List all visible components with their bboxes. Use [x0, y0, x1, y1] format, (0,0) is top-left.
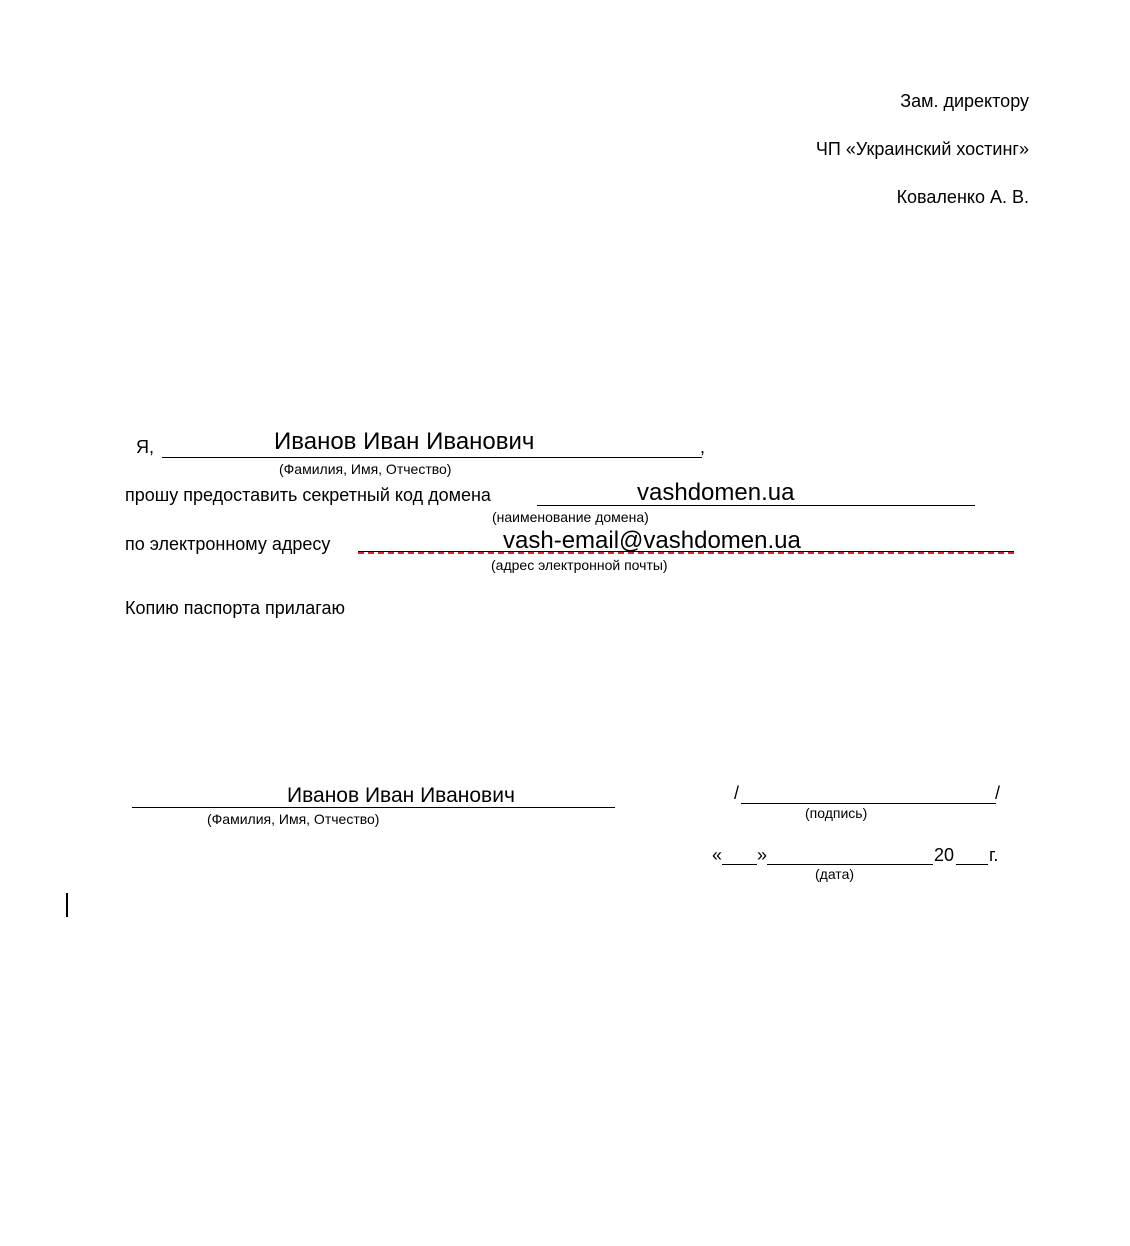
applicant-name-value[interactable]: Иванов Иван Иванович [274, 428, 535, 455]
signature-slash-right: / [995, 783, 1001, 803]
signature-slash-left: / [734, 783, 740, 803]
email-field-hint: (адрес электронной почты) [491, 557, 668, 573]
date-day-line[interactable] [722, 864, 757, 865]
date-quote-open: « [712, 845, 723, 865]
name-field-line [162, 457, 702, 458]
domain-field-hint: (наименование домена) [492, 509, 649, 525]
text-cursor [66, 893, 68, 917]
attachment-note: Копию паспорта прилагаю [125, 598, 345, 618]
date-year-line[interactable] [956, 864, 988, 865]
name-field-hint: (Фамилия, Имя, Отчество) [279, 461, 452, 477]
addressee-company: ЧП «Украинский хостинг» [815, 139, 1029, 159]
signature-line[interactable] [741, 803, 996, 804]
statement-prefix: Я, [136, 437, 154, 457]
addressee-name: Коваленко А. В. [896, 187, 1029, 207]
request-label: прошу предоставить секретный код домена [125, 485, 491, 505]
date-hint: (дата) [815, 866, 855, 882]
date-month-line[interactable] [767, 864, 933, 865]
date-year-suffix: г. [989, 845, 999, 865]
signature-name-hint: (Фамилия, Имя, Отчество) [207, 811, 380, 827]
date-quote-close: » [757, 845, 768, 865]
signature-hint: (подпись) [805, 805, 868, 821]
signature-name-value[interactable]: Иванов Иван Иванович [287, 784, 515, 807]
domain-value[interactable]: vashdomen.ua [637, 479, 795, 506]
email-label: по электронному адресу [125, 534, 331, 554]
email-value[interactable]: vash-email@vashdomen.ua [503, 527, 801, 554]
name-field-comma: , [700, 437, 706, 457]
date-year-prefix: 20 [934, 845, 955, 865]
addressee-position: Зам. директору [900, 91, 1029, 111]
